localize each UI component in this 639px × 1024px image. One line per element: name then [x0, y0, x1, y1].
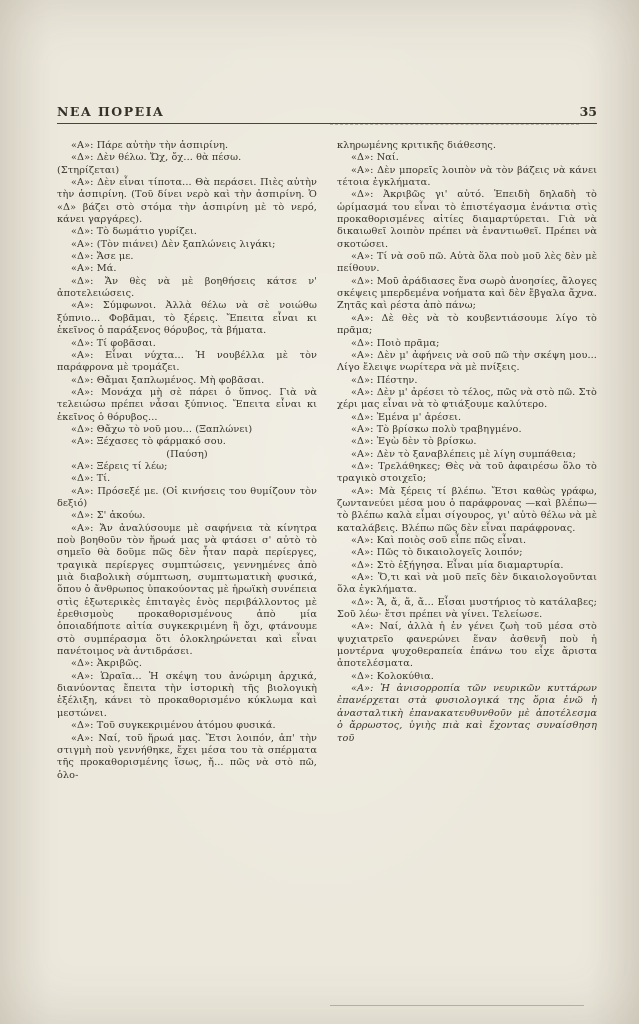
dialogue-line: «Α»: Δὲν μ' ἀρέσει τὸ τέλος, πῶς νὰ στὸ πῶ. Στὸ χέρι μας εἶναι νὰ τὸ φτιάξουμε καλύτερο.: [337, 386, 597, 411]
column-right: [337, 140, 597, 1014]
dialogue-line: «Α»: Μὰ ξέρεις τί βλέπω. Ἔτσι καθὼς γράφω, ζωντανεύει μέσα μου ὁ παράφρονας —καὶ βλέπω— τὸ βλέπω καλὰ εἶμαι σίγουρος, γι' αὐτὸ θέλω νὰ μὲ καταλάβεις. Βλέπω πῶς δὲν εἶναι παράφρονας.: [337, 485, 597, 534]
dialogue-line: (Παύση): [166, 448, 208, 460]
dialogue-line: «Α»: Ὡραῖα... Ἡ σκέψη του ἀνώριμη ἀρχικά, διανύοντας ἔπειτα τὴν ἱστορικὴ τῆς βιολογικὴ ἐξέλιξη, κάνει τὸ προκαθορισμένο κύκλωμα καὶ μεστώνει.: [57, 670, 317, 719]
dialogue-line: «Δ»: Ἄ, ἄ, ἄ, ἄ... Εἶσαι μυστήριος τὸ κατάλαβες; Σοῦ λέω· ἔτσι πρέπει νὰ γίνει. Τελείωσε.: [337, 596, 597, 621]
dialogue-line: «Δ»: Ἀκριβῶς γι' αὐτό. Ἐπειδὴ δηλαδὴ τὸ ὡρίμασμά του εἶναι τὸ ἐπιστέγασμα ἐνάντια στὶς προκαθορισμένες αἰτίες διαμαρτύρεται. Γιὰ νὰ δικαιωθεῖ λοιπὸν πρέπει νὰ ἐναντιωθεῖ. Πρέπει νὰ σκοτώσει.: [337, 189, 597, 250]
dialogue-line: «Δ»: Ἐγὼ δὲν τὸ βρίσκω.: [351, 436, 477, 448]
dialogue-line: «Δ»: Ἄν θὲς νὰ μὲ βοηθήσεις κάτσε ν' ἀποτελειώσεις.: [57, 275, 317, 300]
column-left: [57, 140, 317, 1014]
dialogue-line: «Α»: Δὲν μπορεῖς λοιπὸν νὰ τὸν βάζεις νὰ κάνει τέτοια ἐγκλήματα.: [337, 164, 597, 189]
dialogue-line: «Α»: Σύμφωνοι. Ἀλλὰ θέλω νὰ σὲ νοιώθω ξύπνιο... Φοβᾶμαι, τὸ ξέρεις. Ἔπειτα εἶναι κι ἐκεῖνος ὁ παράξενος θόρυβος, τὰ βήματα.: [57, 300, 317, 337]
dialogue-line: «Α»: Ξέχασες τὸ φάρμακό σου.: [71, 436, 226, 448]
dialogue-line: «Δ»: Ἄσε με.: [71, 251, 134, 263]
dialogue-line: «Δ»: Στὸ ἐξήγησα. Εἶναι μία διαμαρτυρία.: [351, 559, 564, 571]
bottom-scan-line: [330, 1005, 584, 1006]
dialogue-line: «Δ»: Τί.: [71, 473, 111, 485]
journal-title: ΝΕΑ ΠΟΡΕΙΑ: [57, 104, 165, 119]
dialogue-line: «Δ»: Ἐμένα μ' ἀρέσει.: [351, 411, 462, 423]
header-pencil-mark: [330, 124, 579, 125]
dialogue-line: «Α»: Ἄν ἀναλύσουμε μὲ σαφήνεια τὰ κίνητρα ποὺ βοηθοῦν τὸν ἥρωά μας νὰ φτάσει σ' αὐτὸ τὸ σημεῖο θὰ δοῦμε πῶς δὲν ἦταν παρὰ περίεργες, τραγικὰ περίεργες συμπτώσεις, γεννημένες ἀπὸ μιὰ διαβολικὴ σύμπτωση, συμπτωματικὴ φυσικά, ὅπου ὁ ἄνθρωπος ὑπακούοντας μὲ ἡρωϊκὴ συνέπεια στὶς ἐξωτερικὲς ἐπιταγὲς ἑνὸς περιβάλλοντος μὲ ἐρεθισμοὺς προκαθορισμένους ἀπὸ μία ὁποιαδήποτε αἰτία συγκεκριμένη ἢ ὄχι, φτάνουμε στὸ συμπέρασμα ὅτι ὁλοκληρώνεται καὶ εἶναι πανέτοιμος νὰ ἀντιδράσει.: [57, 522, 317, 658]
dialogue-line: «Δ»: Ἀκριβῶς.: [71, 658, 143, 670]
dialogue-line: «Δ»: Δὲν θέλω. Ὤχ, ὄχ... θὰ πέσω.: [71, 152, 242, 164]
dialogue-line: «Α»: Πῶς τὸ δικαιολογεῖς λοιπόν;: [351, 547, 523, 559]
dialogue-line: «Α»: Μονάχα μὴ σὲ πάρει ὁ ὕπνος. Γιὰ νὰ τελειώσω πρέπει νἆσαι ξύπνιος. Ἔπειτα εἶναι κι ἐκεῖνος ὁ θόρυβος...: [57, 386, 317, 423]
dialogue-line: «Δ»: Σ' ἀκούω.: [71, 510, 146, 522]
dialogue-line: «Δ»: Θἄμαι ξαπλωμένος. Μὴ φοβᾶσαι.: [71, 374, 265, 386]
dialogue-line: «Α»: Τὸ βρίσκω πολὺ τραβηγμένο.: [351, 423, 522, 435]
dialogue-line: «Α»: Ναί, τοῦ ἥρωά μας. Ἔτσι λοιπόν, ἀπ' τὴν στιγμὴ ποὺ γεννήθηκε, ἔχει μέσα του τὰ σπέρματα τῆς προκαθορισμένης ἴσως, ἤ... πῶς νὰ στὸ πῶ, ὁλο-: [57, 732, 317, 781]
dialogue-line: «Δ»: Τί φοβᾶσαι.: [71, 337, 156, 349]
dialogue-line: «Δ»: Τὸ δωμάτιο γυρίζει.: [71, 226, 197, 238]
dialogue-line: «Δ»: Ποιὸ πρᾶμα;: [351, 337, 440, 349]
dialogue-line: «Α»: Τί νὰ σοῦ πῶ. Αὐτὰ ὅλα ποὺ μοῦ λὲς δὲν μὲ πείθουν.: [337, 251, 597, 275]
dialogue-line: «Δ»: Μοῦ ἀράδιασες ἕνα σωρὸ ἀνοησίες, ἄλογες σκέψεις μπερδεμένα νοήματα καὶ δὲν ἔβγαλα ἄχνα. Ζητᾶς καὶ ρέστα ἀπὸ πάνω;: [337, 275, 597, 312]
dialogue-line: «Α»: (Τὸν πιάνει) Δὲν ξαπλώνεις λιγάκι;: [71, 238, 276, 250]
text-columns: [57, 140, 597, 1014]
dialogue-line: κληρωμένης κριτικῆς διάθεσης.: [337, 140, 497, 151]
dialogue-line: «Α»: Καὶ ποιὸς σοῦ εἶπε πῶς εἶναι.: [351, 535, 527, 546]
page-number: 35: [579, 104, 597, 119]
dialogue-line: «Α»: Ἡ ἀνισορροπία τῶν νευρικῶν κυττάρων ἐπανέρχεται στὰ φυσιολογικά της ὅρια ἐνῶ ἡ ἀνασταλτικὴ ἐπανακατευθυνθοῦν μὲ ἀποτέλεσμα ὁ ἄρρωστος, ὑγιὴς πιὰ καὶ ἔχοντας συναίσθηση τοῦ: [337, 683, 597, 744]
dialogue-line: «Α»: Πάρε αὐτὴν τὴν ἀσπιρίνη.: [71, 140, 229, 151]
dialogue-line: «Α»: Πρόσεξέ με. (Οἱ κινήσεις του θυμίζουν τὸν δεξιό): [57, 485, 317, 509]
dialogue-line: «Α»: Εἶναι νύχτα... Ἡ νουβέλλα μὲ τὸν παράφρονα μὲ τρομάζει.: [57, 349, 317, 374]
page-header: [57, 104, 597, 124]
dialogue-line: «Δ»: Πέστην.: [351, 374, 418, 386]
dialogue-line: «Α»: Δὲ θὲς νὰ τὸ κουβεντιάσουμε λίγο τὸ πρᾶμα;: [337, 312, 597, 337]
dialogue-line: «Α»: Ὅ,τι καὶ νὰ μοῦ πεῖς δὲν δικαιολογοῦνται ὅλα ἐγκλήματα.: [337, 572, 597, 596]
dialogue-line: «Δ»: Τοῦ συγκεκριμένου ἀτόμου φυσικά.: [71, 720, 276, 732]
dialogue-line: «Δ»: Τρελάθηκες; Θὲς νὰ τοῦ ἀφαιρέσω ὅλο τὸ τραγικὸ στοιχεῖο;: [337, 460, 597, 485]
dialogue-line: «Α»: Ξέρεις τί λέω;: [71, 460, 168, 472]
dialogue-line: (Στηρίζεται): [57, 164, 120, 176]
dialogue-line: «Δ»: Ναί.: [351, 152, 399, 164]
dialogue-line: «Α»: Μά.: [71, 263, 117, 275]
dialogue-line: «Α»: Ναί, ἀλλὰ ἡ ἐν γένει ζωὴ τοῦ μέσα στὸ ψυχιατρεῖο φανερώνει ἕναν ἀσθενῆ ποὺ ἡ μοντέρνα ψυχοθεραπεία ἐπάνω του εἶχε ἄριστα ἀποτελέσματα.: [337, 621, 597, 670]
dialogue-line: «Α»: Δὲν μ' ἀφήνεις νὰ σοῦ πῶ τὴν σκέψη μου... Λίγο ἔλειψε νωρίτερα νὰ μὲ πνίξεις.: [337, 349, 597, 374]
dialogue-line: «Δ»: Κολοκύθια.: [351, 670, 434, 682]
dialogue-line: «Α»: Δὲν τὸ ξαναβλέπεις μὲ λίγη συμπάθεια;: [351, 448, 576, 460]
dialogue-line: «Α»: Δὲν εἶναι τίποτα... Θὰ περάσει. Πιὲς αὐτὴν τὴν ἀσπιρίνη. (Τοῦ δίνει νερὸ καὶ τὴν ἀσπιρίνη. Ὁ «Δ» βάζει στὸ στόμα τὴν ἀσπιρίνη μὲ τὸ νερό, κάνει γαργάρες).: [57, 177, 317, 226]
dialogue-line: «Δ»: Θἄχω τὸ νοῦ μου... (Ξαπλώνει): [71, 423, 253, 435]
